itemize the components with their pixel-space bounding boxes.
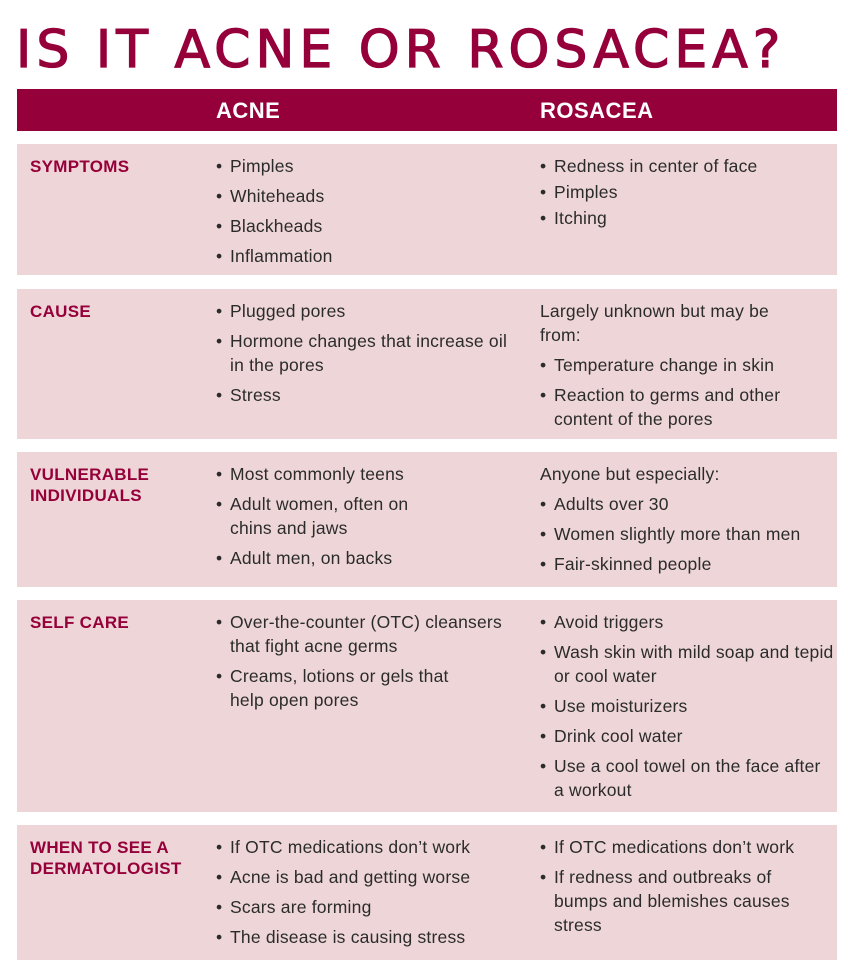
row-label-cause: CAUSE [30, 302, 92, 321]
rosacea-self-care-list [540, 610, 835, 808]
list-item: • Wash skin with mild soap and tepid or cool water [540, 640, 835, 688]
list-item: • Stress [216, 383, 516, 407]
list-item: • Adult men, on backs [216, 546, 516, 570]
list-item: • If OTC medications don’t work [216, 835, 516, 859]
list-item: • Avoid triggers [540, 610, 835, 634]
acne-dermatologist-list [216, 835, 516, 955]
list-item: • Drink cool water [540, 724, 835, 748]
column-header-rosacea: ROSACEA [540, 98, 654, 123]
row-symptoms [17, 144, 837, 275]
list-item: • Pimples [540, 180, 835, 204]
list-item: • Itching [540, 206, 835, 230]
row-label-symptoms: SYMPTOMS [30, 157, 130, 176]
acne-vulnerable-list [216, 462, 516, 576]
list-item: • Most commonly teens [216, 462, 516, 486]
list-item: • Fair-skinned people [540, 552, 835, 576]
list-item: • Whiteheads [216, 184, 516, 208]
row-when-to-see-dermatologist [17, 825, 837, 960]
list-item: • Temperature change in skin [540, 353, 835, 377]
list-item: • Creams, lotions or gels that help open pores [216, 664, 460, 712]
row-cause [17, 289, 837, 439]
list-item: • Acne is bad and getting worse [216, 865, 516, 889]
rosacea-vulnerable-list [540, 462, 835, 582]
page-title: IS IT ACNE OR ROSACEA? [16, 20, 786, 80]
list-item: • Use moisturizers [540, 694, 835, 718]
list-item: • If redness and outbreaks of bumps and blemishes causes stress [540, 865, 794, 937]
list-item: • Blackheads [216, 214, 516, 238]
rosacea-dermatologist-list [540, 835, 835, 943]
list-item: • Reaction to germs and other content of the pores [540, 383, 835, 431]
list-item: • Redness in center of face [540, 154, 835, 178]
column-header-acne: ACNE [216, 98, 281, 123]
list-item: • Women slightly more than men [540, 522, 835, 546]
list-item: • Adult women, often on chins and jaws [216, 492, 440, 540]
rosacea-symptoms-list [540, 154, 835, 236]
row-self-care [17, 600, 837, 812]
list-item: • Plugged pores [216, 299, 516, 323]
list-item: • Over-the-counter (OTC) cleansers that fight acne germs [216, 610, 516, 658]
list-item: • Pimples [216, 154, 516, 178]
acne-cause-list [216, 299, 516, 413]
list-item: • If OTC medications don’t work [540, 835, 835, 859]
row-label-self-care: SELF CARE [30, 613, 130, 632]
rosacea-cause-list [540, 299, 835, 437]
list-item: • Adults over 30 [540, 492, 835, 516]
acne-self-care-list [216, 610, 516, 718]
list-item: • Use a cool towel on the face after a workout [540, 754, 824, 802]
list-item: • Hormone changes that increase oil in the pores [216, 329, 516, 377]
acne-symptoms-list [216, 154, 516, 274]
column-header-bar [17, 89, 837, 131]
rosacea-vulnerable-intro: Anyone but especially: [540, 464, 720, 484]
list-item: • Scars are forming [216, 895, 516, 919]
row-vulnerable-individuals [17, 452, 837, 587]
list-item: • The disease is causing stress [216, 925, 516, 949]
list-item: • Inflammation [216, 244, 516, 268]
row-label-when-to-see-dermatologist: WHEN TO SEE A DERMATOLOGIST [30, 838, 182, 878]
row-label-vulnerable-individuals: VULNERABLE INDIVIDUALS [30, 465, 150, 505]
rosacea-cause-intro: Largely unknown but may be from: [540, 301, 769, 345]
